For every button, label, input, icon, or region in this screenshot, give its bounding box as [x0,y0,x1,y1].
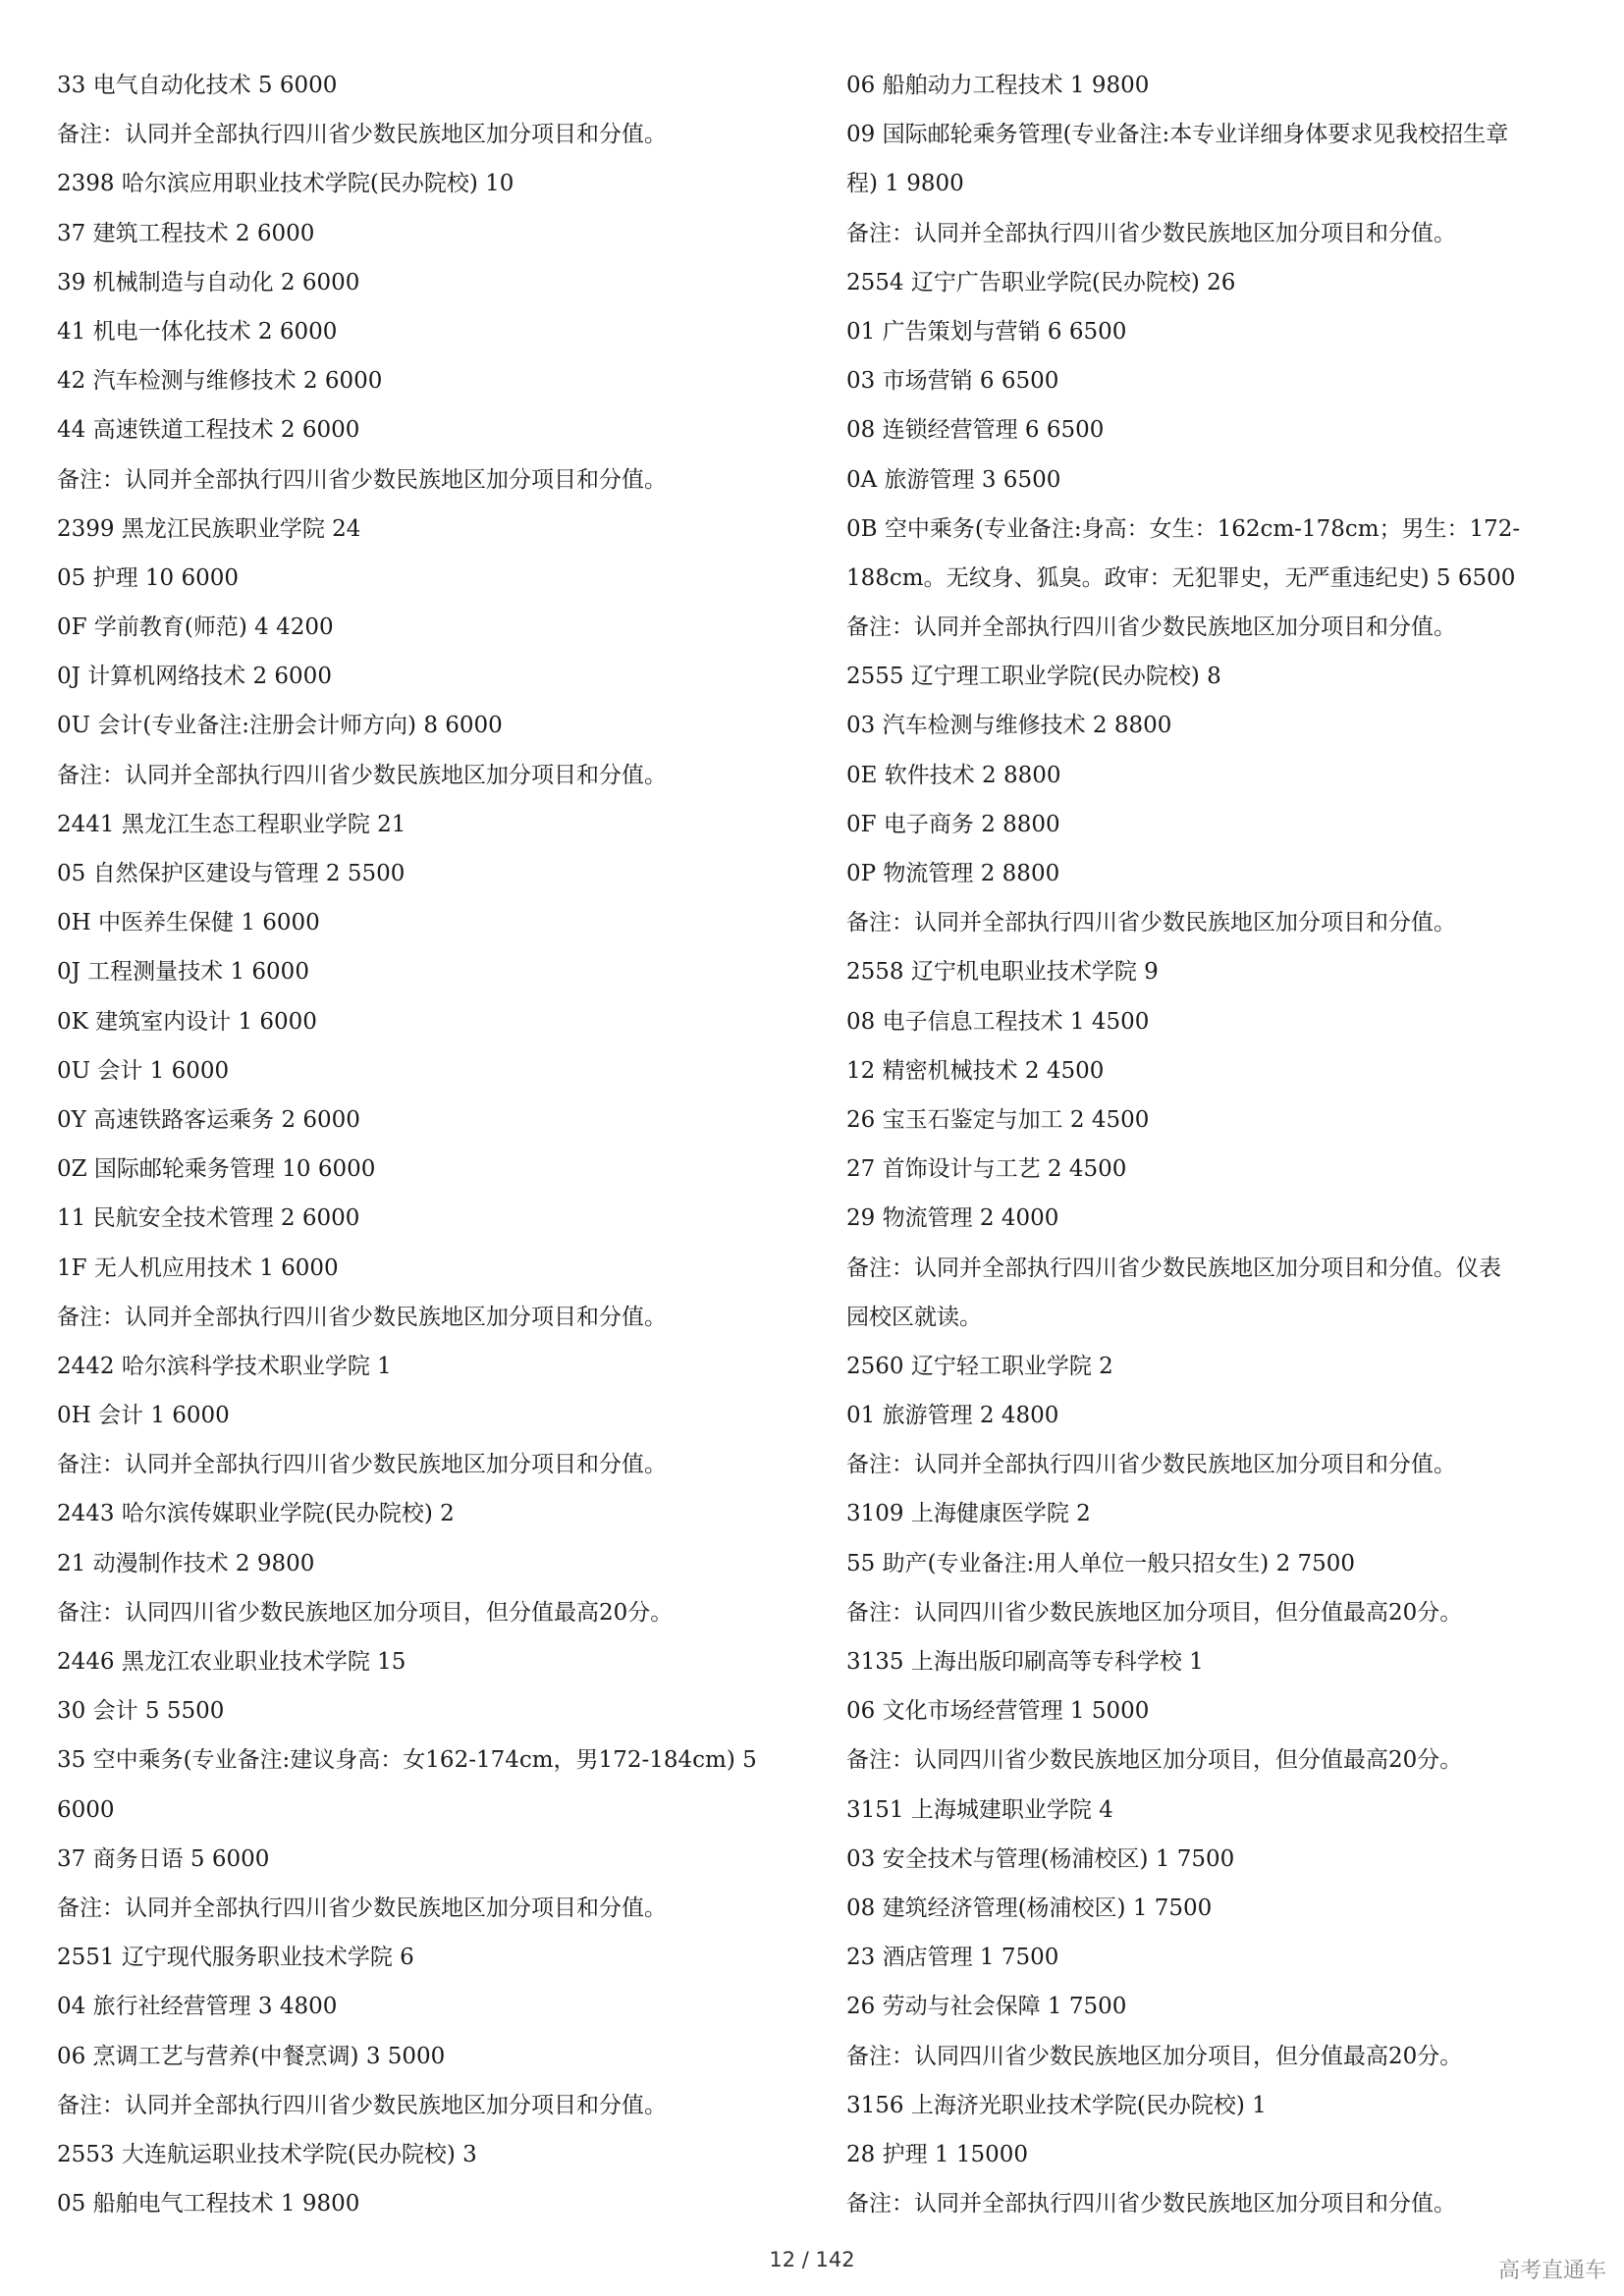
document-line: 44 高速铁道工程技术 2 6000 [57,417,360,444]
document-line: 备注：认同并全部执行四川省少数民族地区加分项目和分值。 [846,910,1456,936]
document-line: 55 助产(专业备注:用人单位一般只招女生) 2 7500 [846,1550,1356,1576]
watermark-text: 高考直通车 [1497,2259,1606,2283]
document-line: 29 物流管理 2 4000 [846,1205,1059,1232]
document-line: 2441 黑龙江生态工程职业学院 21 [57,811,406,837]
document-line: 11 民航安全技术管理 2 6000 [57,1205,360,1232]
document-line: 0J 计算机网络技术 2 6000 [57,664,332,690]
document-line: 备注：认同并全部执行四川省少数民族地区加分项目和分值。 [846,2191,1456,2217]
document-line: 05 船舶电气工程技术 1 9800 [57,2191,360,2217]
document-line: 27 首饰设计与工艺 2 4500 [846,1156,1127,1183]
document-line: 2446 黑龙江农业职业技术学院 15 [57,1649,406,1675]
document-line: 03 安全技术与管理(杨浦校区) 1 7500 [846,1845,1235,1872]
document-line: 0A 旅游管理 3 6500 [846,466,1061,493]
document-line: 备注：认同并全部执行四川省少数民族地区加分项目和分值。仪表 [846,1255,1501,1281]
document-line: 23 酒店管理 1 7500 [846,1945,1059,1971]
document-line: 30 会计 5 5500 [57,1698,225,1725]
document-line: 2558 辽宁机电职业技术学院 9 [846,959,1159,986]
document-line: 2398 哈尔滨应用职业技术学院(民办院校) 10 [57,171,514,197]
document-line: 01 广告策划与营销 6 6500 [846,318,1127,345]
document-line: 备注：认同四川省少数民族地区加分项目，但分值最高20分。 [846,1599,1463,1626]
document-line: 04 旅行社经营管理 3 4800 [57,1994,338,2020]
document-line: 35 空中乘务(专业备注:建议身高：女162-174cm，男172-184cm) 5 [57,1747,757,1774]
document-line: 2551 辽宁现代服务职业技术学院 6 [57,1945,414,1971]
document-line: 0Y 高速铁路客运乘务 2 6000 [57,1106,360,1133]
document-line: 12 精密机械技术 2 4500 [846,1057,1105,1084]
document-line: 备注：认同并全部执行四川省少数民族地区加分项目和分值。 [846,220,1456,246]
document-line: 37 建筑工程技术 2 6000 [57,220,315,246]
document-line: 2554 辽宁广告职业学院(民办院校) 26 [846,269,1236,295]
document-line: 08 建筑经济管理(杨浦校区) 1 7500 [846,1895,1213,1921]
document-line: 05 自然保护区建设与管理 2 5500 [57,861,406,886]
document-line: 2560 辽宁轻工职业学院 2 [846,1353,1113,1379]
right-column [846,61,1593,2228]
document-line: 0F 电子商务 2 8800 [846,811,1060,837]
document-line: 41 机电一体化技术 2 6000 [57,318,338,345]
document-line: 园校区就读。 [846,1304,982,1330]
document-line: 09 国际邮轮乘务管理(专业备注:本专业详细身体要求见我校招生章 [846,122,1509,148]
document-line: 2555 辽宁理工职业学院(民办院校) 8 [846,664,1221,690]
document-line: 备注：认同并全部执行四川省少数民族地区加分项目和分值。 [57,122,667,148]
document-line: 03 市场营销 6 6500 [846,368,1059,395]
document-line: 08 连锁经营管理 6 6500 [846,417,1105,444]
document-line: 备注：认同并全部执行四川省少数民族地区加分项目和分值。 [57,1895,667,1921]
document-line: 188cm。无纹身、狐臭。政审：无犯罪史，无严重违纪史) 5 6500 [846,564,1516,591]
document-line: 0H 中医养生保健 1 6000 [57,910,320,936]
document-line: 备注：认同四川省少数民族地区加分项目，但分值最高20分。 [846,2043,1463,2069]
document-line: 0B 空中乘务(专业备注:身高：女生：162cm-178cm；男生：172- [846,515,1521,542]
document-line: 程) 1 9800 [846,171,964,197]
document-line: 3156 上海济光职业技术学院(民办院校) 1 [846,2092,1267,2118]
document-line: 06 文化市场经营管理 1 5000 [846,1698,1150,1725]
document-line: 2443 哈尔滨传媒职业学院(民办院校) 2 [57,1501,455,1527]
document-line: 0E 软件技术 2 8800 [846,762,1061,788]
document-line: 备注：认同并全部执行四川省少数民族地区加分项目和分值。 [57,466,667,493]
document-line: 37 商务日语 5 6000 [57,1845,270,1872]
page-number: 12 / 142 [769,2248,855,2271]
document-line: 2399 黑龙江民族职业学院 24 [57,515,361,542]
document-line: 33 电气自动化技术 5 6000 [57,73,338,98]
document-line: 3109 上海健康医学院 2 [846,1501,1091,1527]
document-line: 备注：认同并全部执行四川省少数民族地区加分项目和分值。 [57,1452,667,1478]
document-line: 2553 大连航运职业技术学院(民办院校) 3 [57,2141,477,2167]
document-line: 28 护理 1 15000 [846,2141,1028,2167]
document-line: 21 动漫制作技术 2 9800 [57,1550,315,1576]
document-line: 0F 学前教育(师范) 4 4200 [57,614,334,641]
document-line: 备注：认同并全部执行四川省少数民族地区加分项目和分值。 [57,762,667,788]
document-line: 0H 会计 1 6000 [57,1403,230,1429]
document-line: 备注：认同并全部执行四川省少数民族地区加分项目和分值。 [846,1452,1456,1478]
document-line: 0U 会计 1 6000 [57,1057,230,1084]
document-line: 39 机械制造与自动化 2 6000 [57,269,360,295]
document-line: 0J 工程测量技术 1 6000 [57,959,309,986]
document-line: 08 电子信息工程技术 1 4500 [846,1008,1150,1035]
document-line: 26 劳动与社会保障 1 7500 [846,1994,1127,2020]
document-line: 3135 上海出版印刷高等专科学校 1 [846,1649,1204,1675]
document-line: 42 汽车检测与维修技术 2 6000 [57,368,383,395]
document-line: 03 汽车检测与维修技术 2 8800 [846,713,1172,739]
document-line: 01 旅游管理 2 4800 [846,1403,1059,1429]
document-line: 0U 会计(专业备注:注册会计师方向) 8 6000 [57,713,503,739]
document-line: 备注：认同并全部执行四川省少数民族地区加分项目和分值。 [57,1304,667,1330]
document-line: 备注：认同并全部执行四川省少数民族地区加分项目和分值。 [846,614,1456,641]
left-column [57,61,823,2228]
document-line: 备注：认同四川省少数民族地区加分项目，但分值最高20分。 [57,1599,674,1626]
document-line: 0K 建筑室内设计 1 6000 [57,1008,317,1035]
document-line: 3151 上海城建职业学院 4 [846,1796,1113,1823]
document-line: 6000 [57,1796,115,1823]
document-line: 0Z 国际邮轮乘务管理 10 6000 [57,1156,376,1183]
document-line: 06 船舶动力工程技术 1 9800 [846,73,1150,98]
document-line: 备注：认同并全部执行四川省少数民族地区加分项目和分值。 [57,2092,667,2118]
document-line: 06 烹调工艺与营养(中餐烹调) 3 5000 [57,2043,446,2069]
document-line: 0P 物流管理 2 8800 [846,861,1060,886]
document-line: 2442 哈尔滨科学技术职业学院 1 [57,1353,392,1379]
document-line: 1F 无人机应用技术 1 6000 [57,1255,339,1281]
document-line: 备注：认同四川省少数民族地区加分项目，但分值最高20分。 [846,1747,1463,1774]
document-line: 05 护理 10 6000 [57,564,239,591]
document-line: 26 宝玉石鉴定与加工 2 4500 [846,1106,1150,1133]
